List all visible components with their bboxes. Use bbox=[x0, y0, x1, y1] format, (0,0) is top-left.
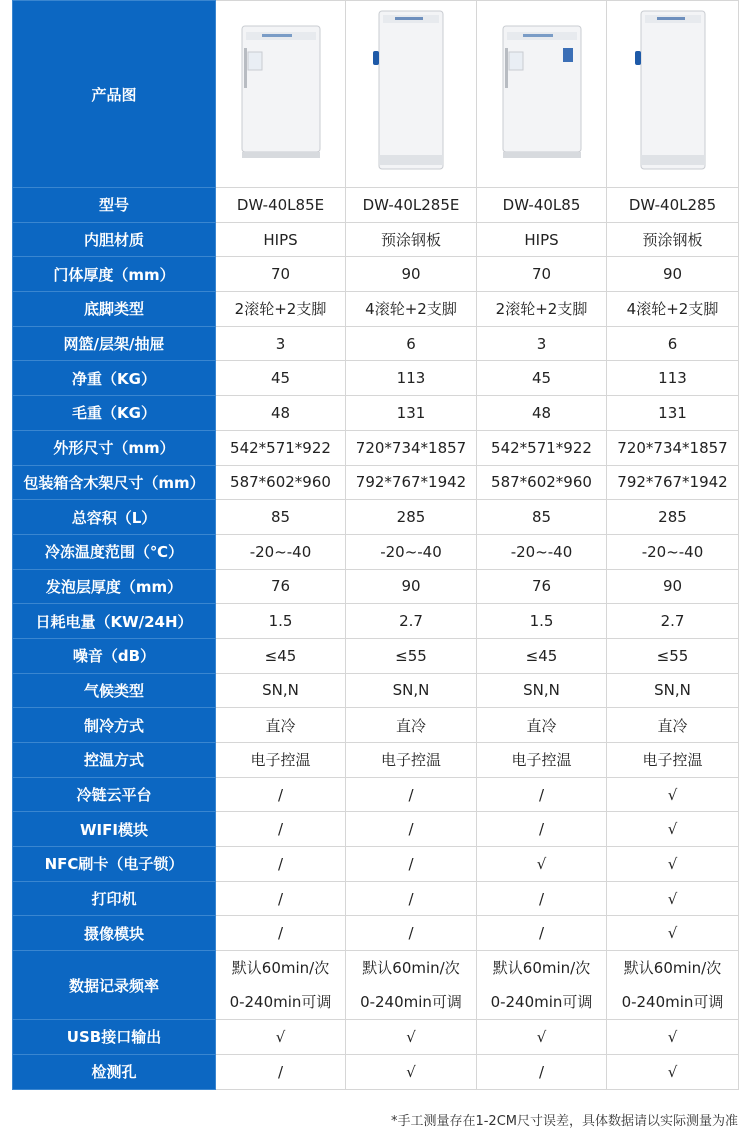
short-freezer-icon bbox=[236, 22, 326, 162]
row-foam bbox=[13, 569, 739, 604]
spec-cell: √ bbox=[607, 812, 739, 847]
spec-cell: √ bbox=[346, 1020, 477, 1055]
spec-cell: 2.7 bbox=[607, 604, 739, 639]
spec-cell: / bbox=[216, 916, 346, 951]
spec-cell-line: 0-240min可调 bbox=[490, 993, 593, 1012]
spec-cell: 1.5 bbox=[477, 604, 607, 639]
row-label: 总容积（L） bbox=[13, 500, 216, 535]
spec-cell: HIPS bbox=[477, 222, 607, 257]
spec-cell: / bbox=[477, 916, 607, 951]
row-label: 控温方式 bbox=[13, 743, 216, 778]
row-label: 摄像模块 bbox=[13, 916, 216, 951]
spec-cell: 2滚轮+2支脚 bbox=[477, 292, 607, 327]
spec-cell bbox=[477, 951, 607, 1020]
spec-cell: SN,N bbox=[216, 673, 346, 708]
row-liner bbox=[13, 222, 739, 257]
spec-cell: √ bbox=[477, 847, 607, 882]
spec-cell: / bbox=[477, 1054, 607, 1089]
row-label: WIFI模块 bbox=[13, 812, 216, 847]
row-label: 制冷方式 bbox=[13, 708, 216, 743]
spec-cell-line: 默认60min/次 bbox=[623, 959, 722, 978]
row-label: 气候类型 bbox=[13, 673, 216, 708]
spec-cell: 48 bbox=[477, 396, 607, 431]
row-gross-weight bbox=[13, 396, 739, 431]
spec-cell: 113 bbox=[607, 361, 739, 396]
row-temp-control bbox=[13, 743, 739, 778]
spec-cell: 预涂钢板 bbox=[346, 222, 477, 257]
spec-cell: 720*734*1857 bbox=[607, 430, 739, 465]
spec-cell-line: 默认60min/次 bbox=[492, 959, 591, 978]
row-label: 噪音（dB） bbox=[13, 638, 216, 673]
row-power bbox=[13, 604, 739, 639]
spec-cell: / bbox=[346, 847, 477, 882]
spec-cell: -20~-40 bbox=[477, 534, 607, 569]
spec-cell-line: 0-240min可调 bbox=[360, 993, 462, 1012]
spec-cell: / bbox=[216, 847, 346, 882]
spec-cell: SN,N bbox=[607, 673, 739, 708]
row-label: 毛重（KG） bbox=[13, 396, 216, 431]
spec-cell: 542*571*922 bbox=[477, 430, 607, 465]
spec-cell: √ bbox=[607, 916, 739, 951]
product-image bbox=[346, 1, 477, 188]
spec-cell: / bbox=[477, 881, 607, 916]
spec-cell: 587*602*960 bbox=[216, 465, 346, 500]
spec-cell: / bbox=[216, 881, 346, 916]
spec-cell: 电子控温 bbox=[477, 743, 607, 778]
spec-cell: √ bbox=[607, 777, 739, 812]
row-model bbox=[13, 188, 739, 223]
row-label: 净重（KG） bbox=[13, 361, 216, 396]
spec-cell: 4滚轮+2支脚 bbox=[346, 292, 477, 327]
spec-cell-line: 默认60min/次 bbox=[231, 959, 330, 978]
row-net-weight bbox=[13, 361, 739, 396]
spec-cell: ≤55 bbox=[607, 638, 739, 673]
spec-cell: / bbox=[216, 812, 346, 847]
row-usb bbox=[13, 1020, 739, 1055]
row-baskets bbox=[13, 326, 739, 361]
spec-cell: 6 bbox=[607, 326, 739, 361]
row-label: 网篮/层架/抽屉 bbox=[13, 326, 216, 361]
spec-cell: / bbox=[346, 881, 477, 916]
spec-cell bbox=[216, 951, 346, 1020]
row-camera bbox=[13, 916, 739, 951]
row-package bbox=[13, 465, 739, 500]
spec-cell: 587*602*960 bbox=[477, 465, 607, 500]
spec-cell: √ bbox=[216, 1020, 346, 1055]
spec-cell-line: 0-240min可调 bbox=[621, 993, 724, 1012]
spec-cell: 直冷 bbox=[477, 708, 607, 743]
spec-cell: 76 bbox=[216, 569, 346, 604]
spec-cell: 90 bbox=[346, 569, 477, 604]
row-climate bbox=[13, 673, 739, 708]
short-freezer-icon bbox=[497, 22, 587, 162]
row-label: NFC刷卡（电子锁） bbox=[13, 847, 216, 882]
spec-rows bbox=[13, 188, 739, 1090]
row-label: 日耗电量（KW/24H） bbox=[13, 604, 216, 639]
row-label: 冷链云平台 bbox=[13, 777, 216, 812]
spec-cell: 542*571*922 bbox=[216, 430, 346, 465]
spec-cell: √ bbox=[607, 881, 739, 916]
spec-cell bbox=[346, 951, 477, 1020]
spec-cell: -20~-40 bbox=[346, 534, 477, 569]
spec-cell: 1.5 bbox=[216, 604, 346, 639]
row-test-hole bbox=[13, 1054, 739, 1089]
spec-cell: 70 bbox=[477, 257, 607, 292]
spec-cell: ≤45 bbox=[477, 638, 607, 673]
spec-cell: / bbox=[346, 777, 477, 812]
spec-cell: 85 bbox=[216, 500, 346, 535]
spec-cell: / bbox=[346, 916, 477, 951]
spec-cell: 90 bbox=[607, 569, 739, 604]
row-label: 打印机 bbox=[13, 881, 216, 916]
spec-cell: 直冷 bbox=[216, 708, 346, 743]
spec-cell: 792*767*1942 bbox=[346, 465, 477, 500]
spec-cell: DW-40L285E bbox=[346, 188, 477, 223]
spec-cell: 90 bbox=[607, 257, 739, 292]
row-temp-range bbox=[13, 534, 739, 569]
spec-cell: 电子控温 bbox=[607, 743, 739, 778]
spec-cell: 电子控温 bbox=[346, 743, 477, 778]
spec-cell: / bbox=[216, 1054, 346, 1089]
spec-cell: 131 bbox=[607, 396, 739, 431]
spec-cell: 3 bbox=[477, 326, 607, 361]
spec-cell-line: 默认60min/次 bbox=[362, 959, 460, 978]
spec-cell: SN,N bbox=[346, 673, 477, 708]
spec-cell: 285 bbox=[346, 500, 477, 535]
spec-cell: 76 bbox=[477, 569, 607, 604]
row-volume bbox=[13, 500, 739, 535]
spec-cell: / bbox=[346, 812, 477, 847]
spec-cell: 直冷 bbox=[607, 708, 739, 743]
spec-cell: 131 bbox=[346, 396, 477, 431]
spec-cell bbox=[607, 951, 739, 1020]
spec-cell: DW-40L85E bbox=[216, 188, 346, 223]
spec-cell: -20~-40 bbox=[216, 534, 346, 569]
row-nfc bbox=[13, 847, 739, 882]
spec-cell: 2.7 bbox=[346, 604, 477, 639]
spec-cell: 4滚轮+2支脚 bbox=[607, 292, 739, 327]
spec-cell: 792*767*1942 bbox=[607, 465, 739, 500]
spec-cell: 6 bbox=[346, 326, 477, 361]
spec-cell: 3 bbox=[216, 326, 346, 361]
spec-cell: / bbox=[477, 812, 607, 847]
row-dimensions bbox=[13, 430, 739, 465]
spec-cell: √ bbox=[607, 847, 739, 882]
spec-cell: / bbox=[216, 777, 346, 812]
spec-cell: 285 bbox=[607, 500, 739, 535]
row-label: 型号 bbox=[13, 188, 216, 223]
spec-cell: 113 bbox=[346, 361, 477, 396]
row-label: 检测孔 bbox=[13, 1054, 216, 1089]
tall-freezer-icon bbox=[633, 7, 713, 177]
row-noise bbox=[13, 638, 739, 673]
row-label: 内胆材质 bbox=[13, 222, 216, 257]
spec-cell: 90 bbox=[346, 257, 477, 292]
row-label: 门体厚度（mm） bbox=[13, 257, 216, 292]
spec-cell: -20~-40 bbox=[607, 534, 739, 569]
product-image bbox=[216, 1, 346, 188]
spec-cell: 48 bbox=[216, 396, 346, 431]
spec-cell: ≤45 bbox=[216, 638, 346, 673]
row-wifi bbox=[13, 812, 739, 847]
row-label: 冷冻温度范围（℃） bbox=[13, 534, 216, 569]
row-label: 数据记录频率 bbox=[13, 951, 216, 1020]
row-logging bbox=[13, 951, 739, 1020]
spec-cell: √ bbox=[477, 1020, 607, 1055]
row-label: USB接口输出 bbox=[13, 1020, 216, 1055]
tall-freezer-icon bbox=[371, 7, 451, 177]
spec-cell: DW-40L285 bbox=[607, 188, 739, 223]
row-printer bbox=[13, 881, 739, 916]
spec-cell: 70 bbox=[216, 257, 346, 292]
row-label: 底脚类型 bbox=[13, 292, 216, 327]
row-feet bbox=[13, 292, 739, 327]
spec-cell: 45 bbox=[477, 361, 607, 396]
row-label: 包装箱含木架尺寸（mm） bbox=[13, 465, 216, 500]
product-image bbox=[477, 1, 607, 188]
spec-cell: SN,N bbox=[477, 673, 607, 708]
footnote: *手工测量存在1-2CM尺寸误差，具体数据请以实际测量为准 bbox=[390, 1114, 738, 1129]
spec-comparison-table bbox=[12, 0, 739, 1090]
spec-cell: 85 bbox=[477, 500, 607, 535]
spec-cell: / bbox=[477, 777, 607, 812]
spec-cell: 2滚轮+2支脚 bbox=[216, 292, 346, 327]
spec-cell-line: 0-240min可调 bbox=[229, 993, 332, 1012]
row-cloud bbox=[13, 777, 739, 812]
spec-cell: √ bbox=[607, 1054, 739, 1089]
product-image bbox=[607, 1, 739, 188]
spec-cell: 预涂钢板 bbox=[607, 222, 739, 257]
spec-cell: HIPS bbox=[216, 222, 346, 257]
row-label: 外形尺寸（mm） bbox=[13, 430, 216, 465]
row-label: 发泡层厚度（mm） bbox=[13, 569, 216, 604]
spec-cell: √ bbox=[607, 1020, 739, 1055]
spec-cell: ≤55 bbox=[346, 638, 477, 673]
row-image bbox=[13, 1, 739, 188]
spec-cell: 720*734*1857 bbox=[346, 430, 477, 465]
row-label: 产品图 bbox=[13, 1, 216, 188]
row-cooling bbox=[13, 708, 739, 743]
spec-cell: √ bbox=[346, 1054, 477, 1089]
spec-cell: 电子控温 bbox=[216, 743, 346, 778]
spec-cell: 45 bbox=[216, 361, 346, 396]
spec-cell: 直冷 bbox=[346, 708, 477, 743]
spec-cell: DW-40L85 bbox=[477, 188, 607, 223]
row-door bbox=[13, 257, 739, 292]
